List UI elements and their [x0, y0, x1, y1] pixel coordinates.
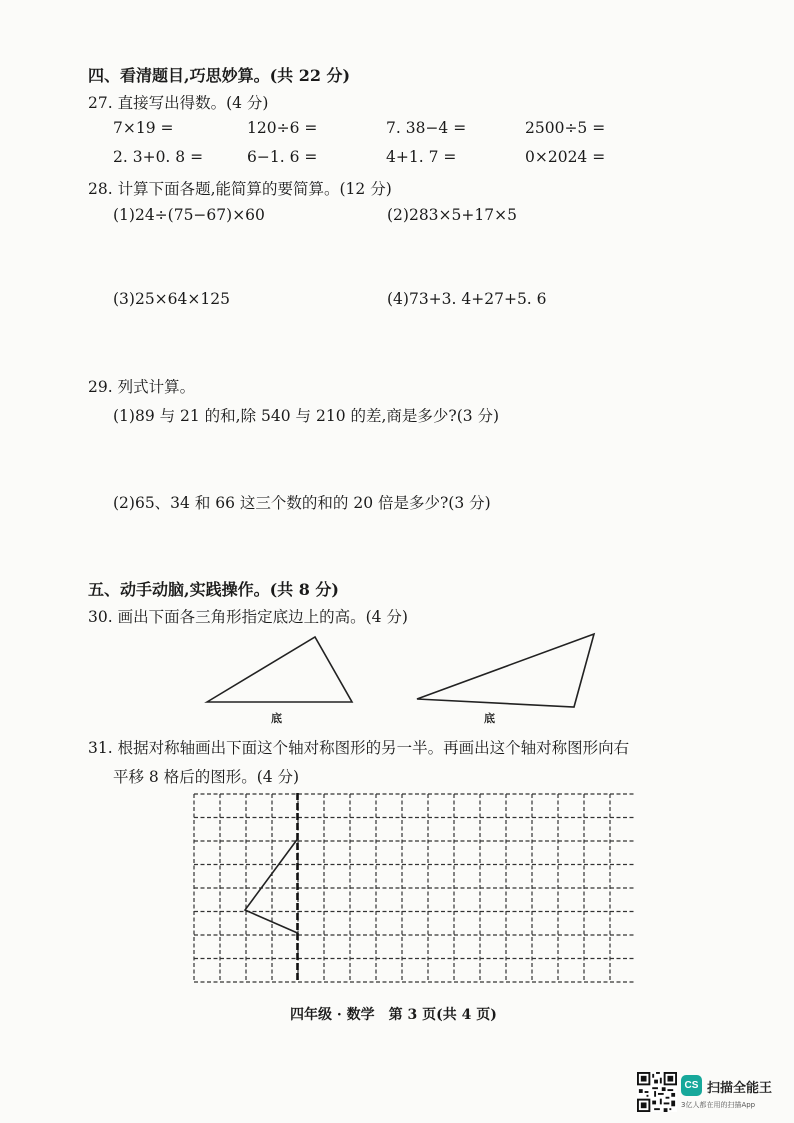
q27-item: 0×2024 =: [525, 148, 606, 166]
grid-lines: [194, 794, 635, 982]
q31-grid: [193, 793, 635, 987]
triangle-2: [417, 634, 594, 707]
triangle-1: [207, 637, 352, 702]
q27-item: 6−1. 6 =: [247, 148, 318, 166]
q28-item: (3)25×64×125: [113, 290, 230, 308]
q29-item: (1)89 与 21 的和,除 540 与 210 的差,商是多少?(3 分): [113, 407, 500, 425]
q29-prompt: 29. 列式计算。: [88, 378, 196, 396]
q30-triangles: [195, 628, 615, 716]
q27-item: 2500÷5 =: [525, 119, 606, 137]
q28-prompt: 28. 计算下面各题,能简算的要简算。(12 分): [88, 180, 392, 198]
section4-title: 四、看清题目,巧思妙算。(共 22 分): [88, 66, 351, 85]
q29-item: (2)65、34 和 66 这三个数的和的 20 倍是多少?(3 分): [113, 494, 491, 512]
q27-item: 2. 3+0. 8 =: [113, 148, 204, 166]
q27-item: 7×19 =: [113, 119, 174, 137]
q31-prompt-line2: 平移 8 格后的图形。(4 分): [113, 768, 300, 786]
q27-item: 120÷6 =: [247, 119, 318, 137]
scanner-badge: [681, 1075, 794, 1115]
qr-code: [637, 1072, 677, 1112]
camscanner-logo-icon: CS: [681, 1075, 702, 1096]
scanner-tagline: 3亿人都在用的扫描App: [681, 1101, 756, 1109]
grid-svg: [193, 793, 635, 983]
q28-item: (4)73+3. 4+27+5. 6: [387, 290, 547, 308]
q28-item: (1)24÷(75−67)×60: [113, 206, 265, 224]
scanner-app-name: 扫描全能王: [707, 1081, 773, 1096]
q27-item: 4+1. 7 =: [386, 148, 457, 166]
page-footer: 四年级 · 数学 第 3 页(共 4 页): [290, 1007, 497, 1023]
triangle-1-base-label: 底: [271, 712, 282, 725]
q27-item: 7. 38−4 =: [386, 119, 467, 137]
q30-prompt: 30. 画出下面各三角形指定底边上的高。(4 分): [88, 608, 408, 626]
triangle-2-base-label: 底: [484, 712, 495, 725]
half-shape: [245, 839, 298, 933]
q27-prompt: 27. 直接写出得数。(4 分): [88, 94, 269, 112]
section5-title: 五、动手动脑,实践操作。(共 8 分): [88, 580, 339, 599]
q31-prompt-line1: 31. 根据对称轴画出下面这个轴对称图形的另一半。再画出这个轴对称图形向右: [88, 739, 630, 757]
q28-item: (2)283×5+17×5: [387, 206, 517, 224]
